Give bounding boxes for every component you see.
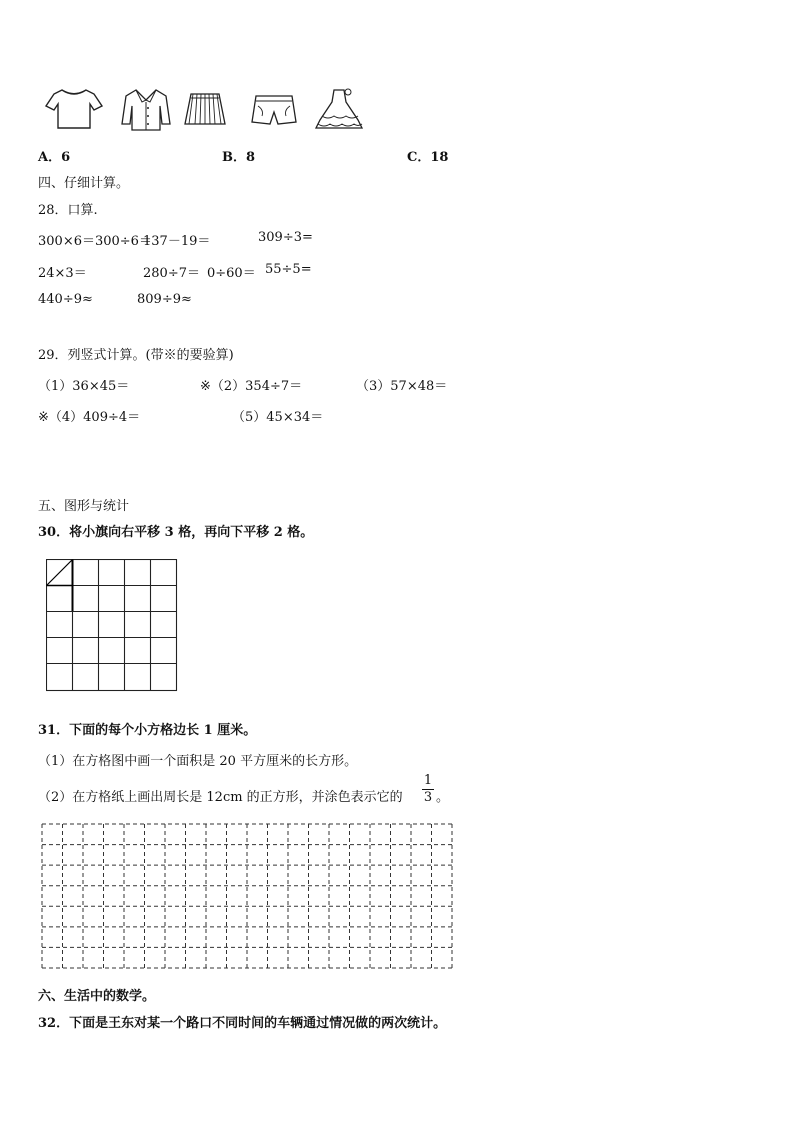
q31-label: 31．下面的每个小方格边长 1 厘米。: [38, 723, 257, 738]
q29-item: （5）45×34＝: [232, 410, 324, 425]
flag-icon: [47, 560, 73, 612]
q28-item: 300×6＝300÷6＝: [38, 234, 152, 249]
q29-label: 29．列竖式计算。(带※的要验算): [38, 348, 234, 363]
q29-item: （1）36×45＝: [38, 379, 130, 394]
tshirt-icon: [44, 86, 104, 132]
q31-part2-end: 。: [436, 790, 450, 805]
q30-label: 30．将小旗向右平移 3 格，再向下平移 2 格。: [38, 525, 314, 540]
q32-label: 32．下面是王东对某一个路口不同时间的车辆通过情况做的两次统计。: [38, 1016, 447, 1031]
q29-item: ※（4）409÷4＝: [38, 410, 141, 425]
q31-part2: （2）在方格纸上画出周长是 12cm 的正方形，并涂色表示它的: [38, 790, 403, 805]
fraction: [422, 774, 434, 805]
flag-grid: [46, 559, 178, 692]
q28-item: 309÷3=: [258, 230, 313, 245]
section4-title: 四、仔细计算。: [38, 176, 130, 191]
q28-item: 0÷60＝: [207, 266, 256, 281]
fraction-numerator: 1: [423, 773, 433, 788]
q31-part1: （1）在方格图中画一个面积是 20 平方厘米的长方形。: [38, 754, 358, 769]
shorts-icon: [250, 86, 298, 132]
q29-item: （3）57×48＝: [356, 379, 448, 394]
section6-title: 六、生活中的数学。: [38, 989, 156, 1004]
option-b: B．8: [222, 150, 256, 165]
dress-icon: [312, 86, 366, 132]
q29-item: ※（2）354÷7＝: [200, 379, 303, 394]
q28-item: 55÷5=: [265, 262, 312, 277]
section5-title: 五、图形与统计: [38, 499, 130, 514]
shirt-icon: [118, 86, 174, 132]
fraction-denominator: 3: [423, 790, 433, 805]
skirt-icon: [183, 86, 227, 132]
q28-label: 28．口算.: [38, 203, 98, 218]
q28-item: 24×3＝: [38, 266, 87, 281]
q28-item: 809÷9≈: [137, 292, 192, 307]
q28-item: 137－19＝: [143, 234, 211, 249]
q28-item: 280÷7＝: [143, 266, 200, 281]
option-a: A．6: [38, 150, 71, 165]
q28-item: 440÷9≈: [38, 292, 93, 307]
option-c: C．18: [407, 150, 449, 165]
dashed-grid-paper[interactable]: [40, 822, 454, 970]
